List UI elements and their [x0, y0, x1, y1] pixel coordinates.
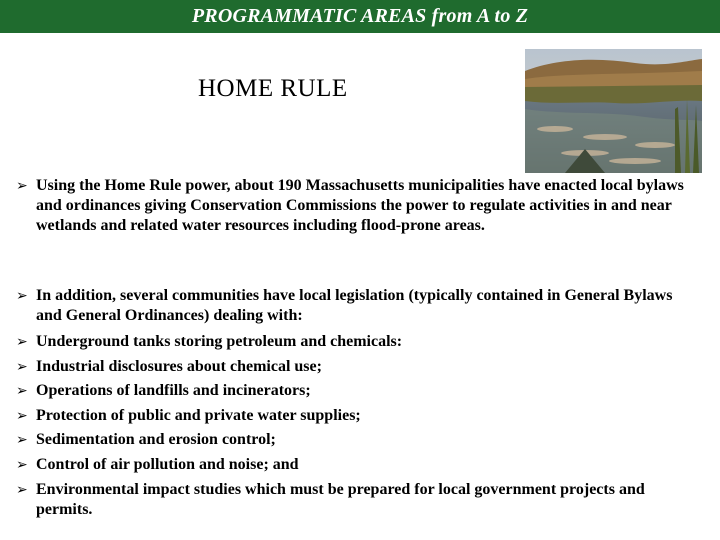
arrow-bullet-icon: ➢	[16, 482, 28, 498]
page-title: PROGRAMMATIC AREAS from A to Z	[191, 5, 529, 27]
arrow-bullet-icon: ➢	[16, 288, 28, 304]
arrow-bullet-icon: ➢	[16, 178, 28, 194]
arrow-bullet-icon: ➢	[16, 383, 28, 399]
arrow-bullet-icon: ➢	[16, 457, 28, 473]
arrow-bullet-icon: ➢	[16, 359, 28, 375]
list-item: ➢ Using the Home Rule power, about 190 Massachusetts municipalities have enacted local bylaws and ordinances giving Conservation Commissions the power to regulate activities in and near wetlands and related water resources including flood-prone areas.	[16, 177, 684, 234]
list-item: ➢ Operations of landfills and incinerators;	[16, 382, 311, 399]
arrow-bullet-icon: ➢	[16, 432, 28, 448]
list-item: ➢ Environmental impact studies which must be prepared for local government projects and permits.	[16, 481, 645, 518]
section-title: HOME RULE	[198, 75, 348, 102]
list-item: ➢ In addition, several communities have local legislation (typically contained in General Bylaws and General Ordinances) dealing with:	[16, 287, 673, 324]
list-item: ➢ Protection of public and private water supplies;	[16, 407, 361, 424]
list-item: ➢ Underground tanks storing petroleum and chemicals:	[16, 333, 403, 350]
list-item: ➢ Control of air pollution and noise; and	[16, 456, 299, 473]
list-item: ➢ Industrial disclosures about chemical use;	[16, 358, 322, 375]
arrow-bullet-icon: ➢	[16, 334, 28, 350]
arrow-bullet-icon: ➢	[16, 408, 28, 424]
list-item: ➢ Sedimentation and erosion control;	[16, 431, 276, 448]
